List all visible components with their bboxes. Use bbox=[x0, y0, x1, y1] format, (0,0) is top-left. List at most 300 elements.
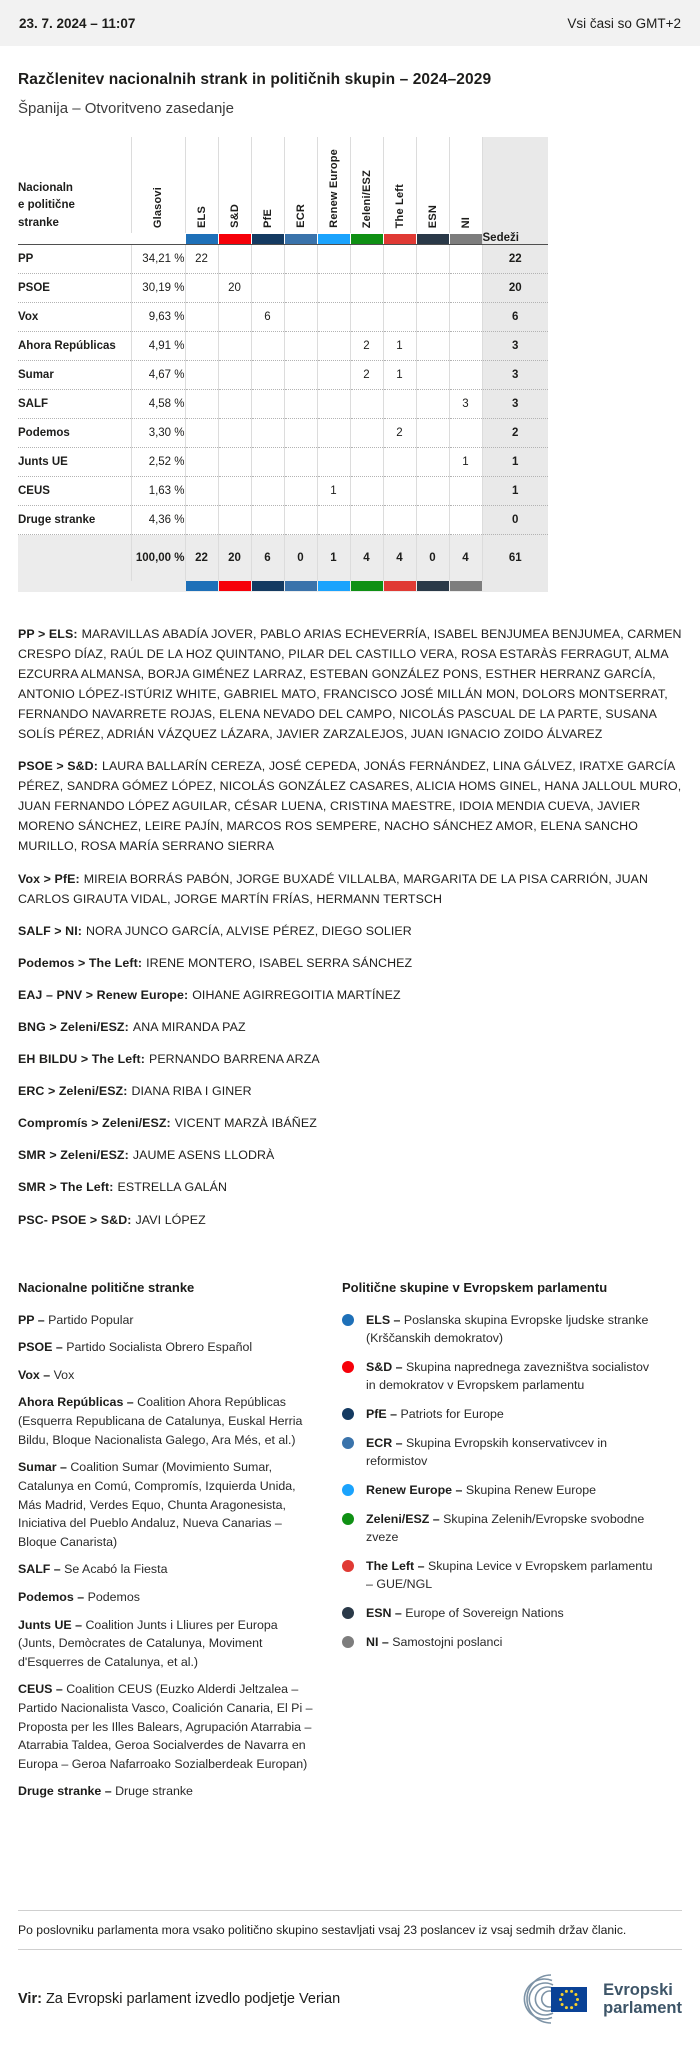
source-text: Za Evropski parlament izvedlo podjetje Verian bbox=[45, 1991, 341, 2008]
group-seats-cell bbox=[416, 332, 449, 361]
group-color-bar bbox=[252, 234, 284, 244]
total-seats-cell: 3 bbox=[482, 361, 548, 390]
party-legend-item bbox=[18, 1311, 316, 1330]
mep-list-names: LAURA BALLARÍN CEREZA, JOSÉ CEPEDA, JONÁS FERNÁNDEZ, LINA GÁLVEZ, IRATXE GARCÍA PÉREZ, SANDRA GÓMEZ LÓPEZ, NICOLÁS GONZÁLEZ CASARES, ALICIA HOMS GINEL, HANA JALLOUL MURO, JUAN FERNANDO LÓPEZ AGUILAR, CÉSAR LUENA, CRISTINA MAESTRE, IDOIA MENDIA CUEVA, JAVIER MORENO SÁNCHEZ, LEIRE PAJÍN, MARCOS ROS SEMPERE, NACHO SÁNCHEZ AMOR, ELENA SANCHO MURILLO, ROSA MARÍA SERRANO SIERRA bbox=[18, 759, 682, 854]
mep-list-names: JAVI LÓPEZ bbox=[135, 1212, 206, 1227]
group-abbr: PfE – bbox=[366, 1407, 400, 1421]
total-seats-cell: 1 bbox=[482, 448, 548, 477]
group-seats-cell bbox=[251, 245, 284, 274]
group-legend-text bbox=[366, 1434, 660, 1471]
group-color-bar bbox=[186, 581, 218, 591]
group-legend-text bbox=[366, 1604, 564, 1623]
group-description: Skupina Renew Europe bbox=[465, 1482, 597, 1497]
groups-heading: Politične skupine v Evropskem parlamentu bbox=[342, 1279, 608, 1295]
group-color-bar bbox=[318, 234, 350, 244]
col-header-votes: Glasovi bbox=[131, 137, 185, 233]
party-name-cell: SALF bbox=[18, 390, 131, 419]
group-seats-cell bbox=[383, 477, 416, 506]
total-group-seats-cell: 4 bbox=[350, 535, 383, 581]
mep-list-item bbox=[18, 1017, 682, 1037]
mep-list-item bbox=[18, 1210, 682, 1230]
table-row bbox=[18, 303, 548, 332]
group-legend-text bbox=[366, 1311, 660, 1348]
party-description: Partido Popular bbox=[48, 1312, 134, 1327]
group-description: Europe of Sovereign Nations bbox=[405, 1605, 564, 1620]
party-legend-item bbox=[18, 1338, 316, 1357]
group-color-bar bbox=[351, 581, 383, 591]
col-header-group: Zeleni/ESZ bbox=[350, 137, 383, 233]
group-abbr: ELS – bbox=[366, 1313, 404, 1327]
group-seats-cell: 20 bbox=[218, 274, 251, 303]
table-row bbox=[18, 419, 548, 448]
group-seats-cell bbox=[185, 477, 218, 506]
group-color-bar-row bbox=[18, 233, 548, 245]
group-seats-cell bbox=[350, 274, 383, 303]
party-abbr: PSOE – bbox=[18, 1340, 66, 1354]
mep-list-label: PSOE > S&D : bbox=[18, 759, 98, 773]
votes-cell: 30,19 % bbox=[131, 274, 185, 303]
group-color-bar bbox=[285, 581, 317, 591]
group-seats-cell bbox=[284, 506, 317, 535]
group-seats-cell: 2 bbox=[350, 361, 383, 390]
group-description: Skupina Levice v Evropskem parlamentu – GUE/NGL bbox=[366, 1558, 653, 1592]
group-seats-cell bbox=[284, 332, 317, 361]
group-seats-cell bbox=[218, 303, 251, 332]
group-seats-cell: 1 bbox=[383, 332, 416, 361]
main-content bbox=[0, 71, 700, 2046]
groups-legend bbox=[342, 1311, 660, 1652]
group-legend-text bbox=[366, 1633, 502, 1652]
group-seats-cell bbox=[251, 419, 284, 448]
total-seats-cell: 6 bbox=[482, 303, 548, 332]
table-row bbox=[18, 274, 548, 303]
party-description: Coalition Sumar (Movimiento Sumar, Catalunya en Comú, Compromís, Izquierda Unida, Más Madrid, Verdes Equo, Chunta Aragonesista, Iniciativa del Pueblo Andaluz, Nueva Canarias – Bloque Canarista) bbox=[18, 1460, 296, 1549]
group-color-dot bbox=[342, 1437, 354, 1449]
party-abbr: SALF – bbox=[18, 1562, 64, 1576]
group-seats-cell bbox=[218, 477, 251, 506]
group-abbr: ESN – bbox=[366, 1606, 405, 1620]
mep-list-item bbox=[18, 1081, 682, 1101]
party-legend-item bbox=[18, 1458, 316, 1551]
group-seats-cell bbox=[317, 448, 350, 477]
party-description: Vox bbox=[53, 1367, 75, 1382]
group-description: Samostojni poslanci bbox=[392, 1634, 503, 1649]
mep-list-label: ERC > Zeleni/ESZ : bbox=[18, 1084, 127, 1098]
group-abbr: ECR – bbox=[366, 1436, 406, 1450]
table-row bbox=[18, 477, 548, 506]
party-name-cell: CEUS bbox=[18, 477, 131, 506]
group-abbr: NI – bbox=[366, 1635, 392, 1649]
group-seats-cell bbox=[185, 419, 218, 448]
total-group-seats-cell: 20 bbox=[218, 535, 251, 581]
group-seats-cell bbox=[218, 448, 251, 477]
group-legend-item bbox=[342, 1481, 660, 1500]
source-label: Vir: bbox=[18, 1991, 42, 2008]
group-color-bar bbox=[384, 234, 416, 244]
votes-cell: 4,67 % bbox=[131, 361, 185, 390]
mep-list-label: PP > ELS : bbox=[18, 627, 78, 641]
grand-total-seats-cell: 61 bbox=[482, 535, 548, 581]
party-legend-item bbox=[18, 1588, 316, 1607]
group-seats-cell bbox=[416, 390, 449, 419]
group-seats-cell bbox=[284, 419, 317, 448]
total-group-seats-cell: 0 bbox=[416, 535, 449, 581]
col-header-group: ESN bbox=[416, 137, 449, 233]
group-legend-item bbox=[342, 1633, 660, 1652]
ep-logo-emblem bbox=[507, 1970, 593, 2028]
group-color-dot bbox=[342, 1513, 354, 1525]
total-group-seats-cell: 1 bbox=[317, 535, 350, 581]
group-color-dot bbox=[342, 1560, 354, 1572]
group-color-bar bbox=[417, 581, 449, 591]
mep-list-item bbox=[18, 1113, 682, 1133]
group-seats-cell bbox=[251, 390, 284, 419]
group-legend-item bbox=[342, 1604, 660, 1623]
group-seats-cell: 6 bbox=[251, 303, 284, 332]
total-group-seats-cell: 4 bbox=[449, 535, 482, 581]
group-color-bar-row bbox=[18, 581, 548, 592]
party-name-cell: PP bbox=[18, 253, 34, 265]
group-seats-cell bbox=[317, 506, 350, 535]
group-seats-cell bbox=[416, 506, 449, 535]
total-votes-cell: 100,00 % bbox=[131, 535, 185, 581]
total-seats-cell: 2 bbox=[482, 419, 548, 448]
mep-list-names: DIANA RIBA I GINER bbox=[131, 1084, 252, 1099]
party-name-cell: PSOE bbox=[18, 274, 131, 303]
group-seats-cell bbox=[317, 274, 350, 303]
total-seats-cell: 22 bbox=[482, 245, 548, 274]
votes-cell: 4,91 % bbox=[131, 332, 185, 361]
group-seats-cell bbox=[317, 245, 350, 274]
mep-lists-section bbox=[18, 624, 682, 1230]
group-seats-cell bbox=[350, 448, 383, 477]
group-color-dot bbox=[342, 1361, 354, 1373]
table-row bbox=[18, 245, 548, 274]
total-seats-cell: 0 bbox=[482, 506, 548, 535]
party-legend-item bbox=[18, 1560, 316, 1579]
group-color-bar bbox=[219, 234, 251, 244]
party-abbr: Sumar – bbox=[18, 1460, 70, 1474]
group-seats-cell bbox=[416, 274, 449, 303]
group-seats-cell bbox=[284, 245, 317, 274]
group-seats-cell bbox=[449, 332, 482, 361]
group-seats-cell bbox=[416, 245, 449, 274]
group-seats-cell bbox=[251, 477, 284, 506]
group-color-bar bbox=[450, 581, 483, 591]
group-legend-item bbox=[342, 1510, 660, 1547]
party-legend-item bbox=[18, 1782, 316, 1801]
group-legend-item bbox=[342, 1311, 660, 1348]
parties-heading: Nacionalne politične stranke bbox=[18, 1279, 195, 1295]
group-seats-cell bbox=[350, 419, 383, 448]
table-row bbox=[18, 390, 548, 419]
group-seats-cell bbox=[383, 390, 416, 419]
group-seats-cell bbox=[251, 448, 284, 477]
group-seats-cell bbox=[185, 448, 218, 477]
group-legend-item bbox=[342, 1434, 660, 1471]
page-title: Razčlenitev nacionalnih strank in političnih skupin – 2024–2029 bbox=[18, 71, 492, 88]
group-seats-cell bbox=[185, 390, 218, 419]
party-name-cell: Podemos bbox=[18, 419, 131, 448]
group-seats-cell: 22 bbox=[185, 245, 218, 274]
group-color-dot bbox=[342, 1408, 354, 1420]
group-seats-cell bbox=[350, 390, 383, 419]
group-seats-cell bbox=[449, 245, 482, 274]
mep-list-item bbox=[18, 921, 682, 941]
national-parties-column bbox=[18, 1280, 316, 1810]
col-header-group: Renew Europe bbox=[317, 137, 350, 233]
group-abbr: The Left – bbox=[366, 1559, 428, 1573]
votes-cell: 2,52 % bbox=[131, 448, 185, 477]
group-seats-cell bbox=[350, 245, 383, 274]
party-name-cell: Ahora Repúblicas bbox=[18, 332, 131, 361]
group-color-bar bbox=[384, 581, 416, 591]
mep-list-label: SALF > NI : bbox=[18, 924, 82, 938]
seats-table bbox=[18, 137, 548, 592]
group-seats-cell bbox=[317, 332, 350, 361]
group-seats-cell bbox=[383, 506, 416, 535]
group-seats-cell bbox=[185, 506, 218, 535]
mep-list-names: MIREIA BORRÁS PABÓN, JORGE BUXADÉ VILLALBA, MARGARITA DE LA PISA CARRIÓN, JUAN CARLOS GIRAUTA VIDAL, JORGE MARTÍN FRÍAS, HERMANN TERTSCH bbox=[18, 871, 649, 906]
mep-list-names: IRENE MONTERO, ISABEL SERRA SÁNCHEZ bbox=[146, 955, 413, 970]
party-description: Podemos bbox=[87, 1589, 140, 1604]
group-seats-cell bbox=[284, 303, 317, 332]
party-abbr: CEUS – bbox=[18, 1682, 66, 1696]
mep-list-item bbox=[18, 1049, 682, 1069]
group-legend-text bbox=[366, 1405, 504, 1424]
group-legend-item bbox=[342, 1358, 660, 1395]
party-abbr: PP – bbox=[18, 1313, 48, 1327]
mep-list-label: Podemos > The Left : bbox=[18, 956, 142, 970]
group-seats-cell bbox=[383, 274, 416, 303]
group-seats-cell bbox=[284, 477, 317, 506]
group-seats-cell bbox=[284, 274, 317, 303]
group-color-bar bbox=[351, 234, 383, 244]
group-seats-cell bbox=[317, 390, 350, 419]
group-legend-item bbox=[342, 1557, 660, 1594]
group-seats-cell bbox=[218, 245, 251, 274]
group-legend-item bbox=[342, 1405, 660, 1424]
political-groups-column bbox=[342, 1280, 660, 1810]
group-seats-cell bbox=[449, 419, 482, 448]
mep-list-label: SMR > The Left : bbox=[18, 1180, 113, 1194]
votes-cell: 34,21 % bbox=[131, 245, 185, 274]
group-color-bar bbox=[318, 581, 350, 591]
group-seats-cell bbox=[185, 361, 218, 390]
group-seats-cell bbox=[350, 506, 383, 535]
group-seats-cell bbox=[416, 448, 449, 477]
group-description: Poslanska skupina Evropske ljudske stranke (Krščanskih demokratov) bbox=[366, 1312, 649, 1346]
total-group-seats-cell: 6 bbox=[251, 535, 284, 581]
group-color-bar bbox=[450, 234, 482, 244]
table-row bbox=[18, 506, 548, 535]
party-description: Coalition Junts i Lliures per Europa (Junts, Demòcrates de Catalunya, Moviment d'Esquerres de Catalunya, et al.) bbox=[18, 1617, 278, 1669]
source-line bbox=[18, 1991, 340, 2007]
group-legend-text bbox=[366, 1510, 660, 1547]
party-name-cell: Junts UE bbox=[18, 448, 131, 477]
votes-cell: 4,36 % bbox=[131, 506, 185, 535]
col-header-group: ELS bbox=[185, 137, 218, 233]
group-color-bar bbox=[252, 581, 284, 591]
party-legend-item bbox=[18, 1680, 316, 1773]
mep-list-names: JAUME ASENS LLODRÀ bbox=[132, 1148, 275, 1163]
votes-cell: 9,63 % bbox=[131, 303, 185, 332]
group-seats-cell bbox=[251, 361, 284, 390]
group-color-dot bbox=[342, 1484, 354, 1496]
col-header-group: ECR bbox=[284, 137, 317, 233]
timezone-note: Vsi časi so GMT+2 bbox=[567, 15, 681, 31]
group-seats-cell bbox=[449, 361, 482, 390]
mep-list-label: EAJ – PNV > Renew Europe : bbox=[18, 988, 188, 1002]
mep-list-label: SMR > Zeleni/ESZ : bbox=[18, 1148, 129, 1162]
legend-columns bbox=[18, 1280, 682, 1810]
page-subtitle: Španija – Otvoritveno zasedanje bbox=[18, 100, 234, 117]
group-legend-text bbox=[366, 1557, 660, 1594]
votes-cell: 4,58 % bbox=[131, 390, 185, 419]
group-seats-cell bbox=[416, 303, 449, 332]
group-color-dot bbox=[342, 1607, 354, 1619]
group-seats-cell bbox=[218, 506, 251, 535]
group-seats-cell bbox=[284, 448, 317, 477]
mep-list-names: OIHANE AGIRREGOITIA MARTÍNEZ bbox=[192, 987, 401, 1002]
group-seats-cell bbox=[218, 419, 251, 448]
party-description: Druge stranke bbox=[115, 1784, 193, 1799]
mep-list-names: ESTRELLA GALÁN bbox=[117, 1180, 228, 1195]
mep-list-item bbox=[18, 869, 682, 909]
group-seats-cell bbox=[383, 448, 416, 477]
top-bar bbox=[0, 0, 700, 46]
mep-list-label: EH BILDU > The Left : bbox=[18, 1052, 145, 1066]
group-abbr: Renew Europe – bbox=[366, 1483, 466, 1497]
total-seats-cell: 3 bbox=[482, 390, 548, 419]
group-seats-cell bbox=[218, 361, 251, 390]
group-description: Patriots for Europe bbox=[400, 1407, 504, 1422]
group-seats-cell bbox=[185, 274, 218, 303]
col-header-group: PfE bbox=[251, 137, 284, 233]
group-legend-text bbox=[366, 1358, 660, 1395]
group-seats-cell bbox=[251, 506, 284, 535]
mep-list-names: NORA JUNCO GARCÍA, ALVISE PÉREZ, DIEGO SOLIER bbox=[86, 923, 412, 938]
group-seats-cell bbox=[383, 245, 416, 274]
rule-note: Po poslovniku parlamenta mora vsako politično skupino sestavljati vsaj 23 poslancev iz vsaj sedmih držav članic. bbox=[18, 1923, 627, 1938]
group-color-dot bbox=[342, 1314, 354, 1326]
group-description: Skupina Evropskih konservativcev in reformistov bbox=[366, 1435, 608, 1469]
ep-logo-text: Evropski parlament bbox=[603, 1980, 682, 2018]
group-description: Skupina Zelenih/Evropske svobodne zveze bbox=[366, 1511, 645, 1545]
group-seats-cell: 1 bbox=[317, 477, 350, 506]
group-color-bar bbox=[285, 234, 317, 244]
total-group-seats-cell: 0 bbox=[284, 535, 317, 581]
table-header-row bbox=[18, 137, 548, 233]
mep-list-names: ANA MIRANDA PAZ bbox=[132, 1020, 246, 1034]
mep-list-names: PERNANDO BARRENA ARZA bbox=[148, 1052, 320, 1067]
group-seats-cell: 1 bbox=[383, 361, 416, 390]
total-seats-cell: 20 bbox=[482, 274, 548, 303]
group-seats-cell bbox=[317, 419, 350, 448]
table-row bbox=[18, 361, 548, 390]
group-seats-cell bbox=[317, 303, 350, 332]
parties-list bbox=[18, 1311, 316, 1801]
party-abbr: Podemos – bbox=[18, 1590, 88, 1604]
group-seats-cell bbox=[185, 303, 218, 332]
group-seats-cell bbox=[350, 303, 383, 332]
mep-list-names: VICENT MARZÀ IBÁÑEZ bbox=[174, 1116, 317, 1131]
party-legend-item bbox=[18, 1616, 316, 1672]
group-seats-cell bbox=[416, 477, 449, 506]
total-group-seats-cell: 22 bbox=[185, 535, 218, 581]
group-legend-text bbox=[366, 1481, 596, 1500]
group-seats-cell bbox=[449, 274, 482, 303]
group-seats-cell bbox=[218, 390, 251, 419]
mep-list-item bbox=[18, 1177, 682, 1197]
party-legend-item bbox=[18, 1393, 316, 1449]
european-parliament-logo bbox=[507, 1970, 682, 2028]
rule-note-block bbox=[18, 1910, 682, 1950]
party-legend-item bbox=[18, 1366, 316, 1385]
group-seats-cell bbox=[449, 477, 482, 506]
table-row bbox=[18, 448, 548, 477]
mep-list-names: MARAVILLAS ABADÍA JOVER, PABLO ARIAS ECHEVERRÍA, ISABEL BENJUMEA BENJUMEA, CARMEN CRESPO DÍAZ, RAÚL DE LA HOZ QUINTANO, PILAR DEL CASTILLO VERA, ROSA ESTARÀS FERRAGUT, ALMA EZCURRA ALMANSA, BORJA GIMÉNEZ LARRAZ, ESTEBAN GONZÁLEZ PONS, ESTHER HERRANZ GARCÍA, ANTONIO LÓPEZ-ISTÚRIZ WHITE, GABRIEL MATO, FRANCISCO JOSÉ MILLÁN MON, DOLORS MONTSERRAT, FERNANDO NAVARRETE ROJAS, ELENA NEVADO DEL CAMPO, NICOLÁS PASCUAL DE LA PARTE, SUSANA SOLÍS PÉREZ, ADRIÁN VÁZQUEZ LÁZARA, JAVIER ZARZALEJOS, JUAN IGNACIO ZOIDO ÁLVAREZ bbox=[18, 626, 682, 741]
votes-cell: 3,30 % bbox=[131, 419, 185, 448]
group-seats-cell bbox=[416, 419, 449, 448]
group-seats-cell bbox=[416, 361, 449, 390]
col-header-group: NI bbox=[449, 137, 482, 233]
party-description: Coalition Ahora Repúblicas (Esquerra Republicana de Catalunya, Euskal Herria Bildu, Bloque Nacionalista Galego, Ara Més, et al.) bbox=[18, 1395, 303, 1447]
col-header-parties: Nacionalne politične stranke bbox=[18, 181, 75, 230]
total-seats-cell: 1 bbox=[482, 477, 548, 506]
group-seats-cell bbox=[284, 390, 317, 419]
party-abbr: Junts UE – bbox=[18, 1618, 85, 1632]
mep-list-item bbox=[18, 1145, 682, 1165]
group-seats-cell: 2 bbox=[383, 419, 416, 448]
group-abbr: Zeleni/ESZ – bbox=[366, 1512, 443, 1526]
total-seats-cell: 3 bbox=[482, 332, 548, 361]
group-seats-cell: 1 bbox=[449, 448, 482, 477]
group-seats-cell bbox=[218, 332, 251, 361]
group-seats-cell bbox=[185, 332, 218, 361]
party-name-cell: Sumar bbox=[18, 361, 131, 390]
group-seats-cell: 2 bbox=[350, 332, 383, 361]
party-abbr: Druge stranke – bbox=[18, 1784, 115, 1798]
group-color-bar bbox=[186, 234, 218, 244]
group-seats-cell bbox=[383, 303, 416, 332]
mep-list-item bbox=[18, 624, 682, 745]
total-group-seats-cell: 4 bbox=[383, 535, 416, 581]
mep-list-label: BNG > Zeleni/ESZ : bbox=[18, 1020, 129, 1034]
group-color-bar bbox=[219, 581, 251, 591]
group-color-dot bbox=[342, 1636, 354, 1648]
mep-list-item bbox=[18, 756, 682, 856]
report-datetime: 23. 7. 2024 – 11:07 bbox=[19, 15, 136, 31]
party-abbr: Ahora Repúblicas – bbox=[18, 1395, 137, 1409]
col-header-seats: Sedeži bbox=[482, 137, 548, 245]
group-seats-cell bbox=[284, 361, 317, 390]
table-row bbox=[18, 332, 548, 361]
group-seats-cell bbox=[449, 303, 482, 332]
party-name-cell: Druge stranke bbox=[18, 506, 131, 535]
party-abbr: Vox – bbox=[18, 1368, 54, 1382]
group-color-bar bbox=[417, 234, 449, 244]
mep-list-label: Compromís > Zeleni/ESZ : bbox=[18, 1116, 171, 1130]
party-name-cell: Vox bbox=[18, 303, 131, 332]
col-header-group: S&D bbox=[218, 137, 251, 233]
mep-list-item bbox=[18, 985, 682, 1005]
party-description: Partido Socialista Obrero Español bbox=[66, 1340, 253, 1355]
group-seats-cell bbox=[449, 506, 482, 535]
source-row bbox=[18, 1970, 682, 2046]
mep-list-label: PSC- PSOE > S&D : bbox=[18, 1213, 132, 1227]
party-description: Se Acabó la Fiesta bbox=[64, 1562, 168, 1577]
